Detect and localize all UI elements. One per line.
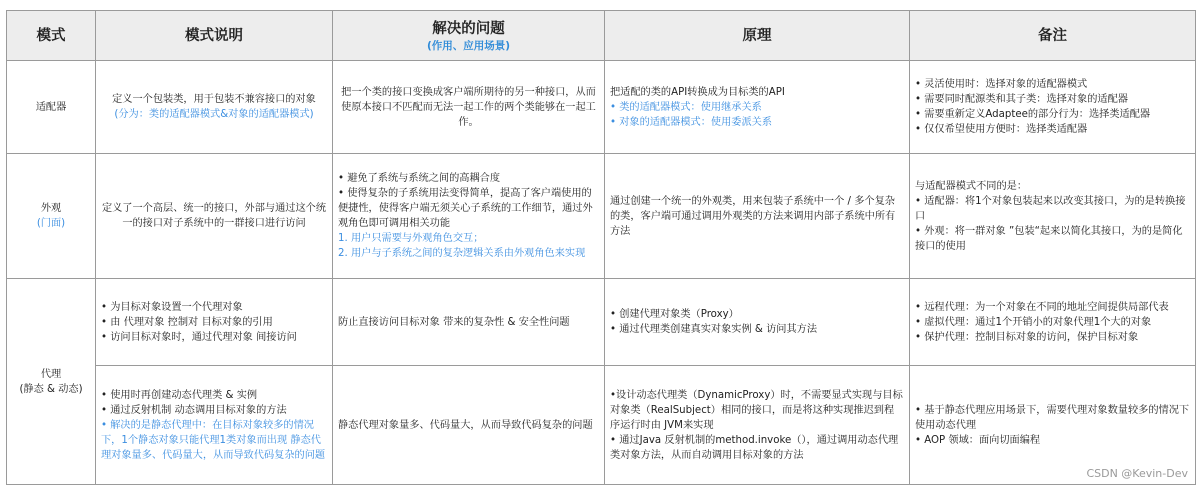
table-row-proxy-dynamic — [7, 366, 1196, 485]
proxy-static-remark-3: • 保护代理：控制目标对象的访问，保护目标对象 — [915, 331, 1139, 343]
facade-name-cell — [7, 154, 96, 279]
adapter-remark-4: • 仅仅希望使用方便时：选择类适配器 — [915, 124, 1088, 135]
adapter-remark-cell — [910, 61, 1196, 154]
adapter-problem: 把一个类的接口变换成客户端所期待的另一种接口，从而使原本接口不匹配而无法一起工作的两个类能够在一起工作。 — [341, 86, 596, 128]
header-row — [7, 11, 1196, 61]
proxy-dynamic-principle-2: • 通过Java 反射机制的method.invoke（），通过调用动态代理类对象方法，从而自动调用目标对象的方法 — [610, 434, 899, 461]
adapter-name: 适配器 — [35, 101, 67, 113]
proxy-dynamic-remark-2: • AOP 领域：面向切面编程 — [915, 434, 1041, 446]
proxy-dynamic-remark-1: • 基于静态代理应用场景下，需要代理对象数量较多的情况下使用动态代理 — [915, 404, 1190, 431]
watermark: CSDN @Kevin-Dev — [1086, 467, 1188, 480]
proxy-static-problem: 防止直接访问目标对象 带来的复杂性 & 安全性问题 — [338, 316, 570, 328]
proxy-dynamic-principle-1: •设计动态代理类（DynamicProxy）时，不需要显式实现与目标对象类（RealSubject）相同的接口，而是将这种实现推迟到程序运行时由 JVM来实现 — [610, 389, 903, 431]
header-problem — [333, 11, 605, 61]
adapter-principle-main: 把适配的类的API转换成为目标类的API — [610, 86, 785, 98]
adapter-desc-cell — [96, 61, 333, 154]
proxy-name-sub: (静态 & 动态) — [19, 383, 83, 395]
adapter-name-cell — [7, 61, 96, 154]
proxy-dynamic-problem: 静态代理对象量多、代码量大，从而导致代码复杂的问题 — [338, 419, 593, 431]
adapter-principle-bullet-2: • 对象的适配器模式：使用委派关系 — [610, 116, 773, 128]
proxy-static-principle-cell — [605, 279, 910, 366]
header-principle: 原理 — [605, 11, 910, 61]
proxy-name-cell — [7, 279, 96, 485]
proxy-name: 代理 — [40, 368, 62, 380]
proxy-dynamic-desc-3: • 解决的是静态代理中：在目标对象较多的情况下，1个静态对象只能代理1类对象而出现 静态代理对象量多、代码量大，从而导致代码复杂的问题 — [101, 419, 326, 461]
proxy-dynamic-problem-cell — [333, 366, 605, 485]
facade-remark-cell — [910, 154, 1196, 279]
adapter-remark-3: • 需要重新定义Adaptee的部分行为：选择类适配器 — [915, 109, 1151, 120]
adapter-remark-2: • 需要同时配源类和其子类：选择对象的适配器 — [915, 94, 1128, 105]
facade-problem-2: • 使得复杂的子系统用法变得简单，提高了客户端使用的便捷性，使得客户端无须关心子系统的工作细节，通过外观角色即可调用相关功能 — [338, 188, 593, 229]
proxy-dynamic-desc-1: • 使用时再创建动态代理类 & 实例 — [101, 389, 258, 401]
proxy-static-remark-cell — [910, 279, 1196, 366]
adapter-problem-cell — [333, 61, 605, 154]
header-problem-title: 解决的问题 — [432, 20, 505, 37]
adapter-principle-cell — [605, 61, 910, 154]
facade-remark-3: • 外观：将一群对象 ”包装“起来以简化其接口，为的是简化接口的使用 — [915, 225, 1183, 252]
proxy-static-remark-1: • 远程代理：为一个对象在不同的地址空间提供局部代表 — [915, 301, 1169, 313]
facade-name-sub: (门面) — [36, 218, 66, 229]
header-mode: 模式 — [7, 11, 96, 61]
facade-problem-3: 1. 用户只需要与外观角色交互； — [338, 233, 484, 244]
table-row-facade — [7, 154, 1196, 279]
table-row-proxy-static — [7, 279, 1196, 366]
proxy-dynamic-principle-cell — [605, 366, 910, 485]
facade-problem-4: 2. 用户与子系统之间的复杂逻辑关系由外观角色来实现 — [338, 248, 586, 259]
proxy-static-desc-2: • 由 代理对象 控制对 目标对象的引用 — [101, 316, 273, 328]
proxy-static-desc-cell — [96, 279, 333, 366]
facade-name: 外观 — [40, 203, 62, 214]
adapter-principle-bullet-1: • 类的适配器模式：使用继承关系 — [610, 101, 762, 113]
facade-desc-cell — [96, 154, 333, 279]
facade-problem-1: • 避免了系统与系统之间的高耦合度 — [338, 173, 501, 184]
header-problem-subtitle: (作用、应用场景) — [426, 39, 511, 52]
header-remark: 备注 — [910, 11, 1196, 61]
header-description: 模式说明 — [96, 11, 333, 61]
adapter-desc-main: 定义一个包装类，用于包装不兼容接口的对象 — [112, 94, 316, 105]
table-row-adapter — [7, 61, 1196, 154]
facade-principle-cell — [605, 154, 910, 279]
proxy-dynamic-desc-2: • 通过反射机制 动态调用目标对象的方法 — [101, 404, 287, 416]
facade-remark-2: • 适配器：将1个对象包装起来以改变其接口，为的是转换接口 — [915, 195, 1186, 222]
adapter-remark-1: • 灵活使用时：选择对象的适配器模式 — [915, 79, 1088, 90]
proxy-static-principle-2: • 通过代理类创建真实对象实例 & 访问其方法 — [610, 324, 818, 335]
proxy-static-principle-1: • 创建代理对象类（Proxy） — [610, 309, 739, 320]
facade-problem-cell — [333, 154, 605, 279]
adapter-desc-sub: (分为：类的适配器模式&对象的适配器模式) — [114, 109, 314, 120]
proxy-static-desc-1: • 为目标对象设置一个代理对象 — [101, 301, 243, 313]
proxy-static-problem-cell — [333, 279, 605, 366]
proxy-static-desc-3: • 访问目标对象时，通过代理对象 间接访问 — [101, 331, 297, 343]
design-pattern-table — [6, 10, 1196, 485]
facade-principle: 通过创建一个统一的外观类，用来包装子系统中一个 / 多个复杂的类，客户端可通过调用外观类的方法来调用内部子系统中所有方法 — [610, 195, 896, 237]
facade-desc: 定义了一个高层、统一的接口，外部与通过这个统一的接口对子系统中的一群接口进行访问 — [101, 203, 327, 229]
proxy-dynamic-desc-cell — [96, 366, 333, 485]
proxy-static-remark-2: • 虚拟代理：通过1个开销小的对象代理1个大的对象 — [915, 316, 1152, 328]
facade-remark-1: 与适配器模式不同的是： — [915, 180, 1028, 192]
